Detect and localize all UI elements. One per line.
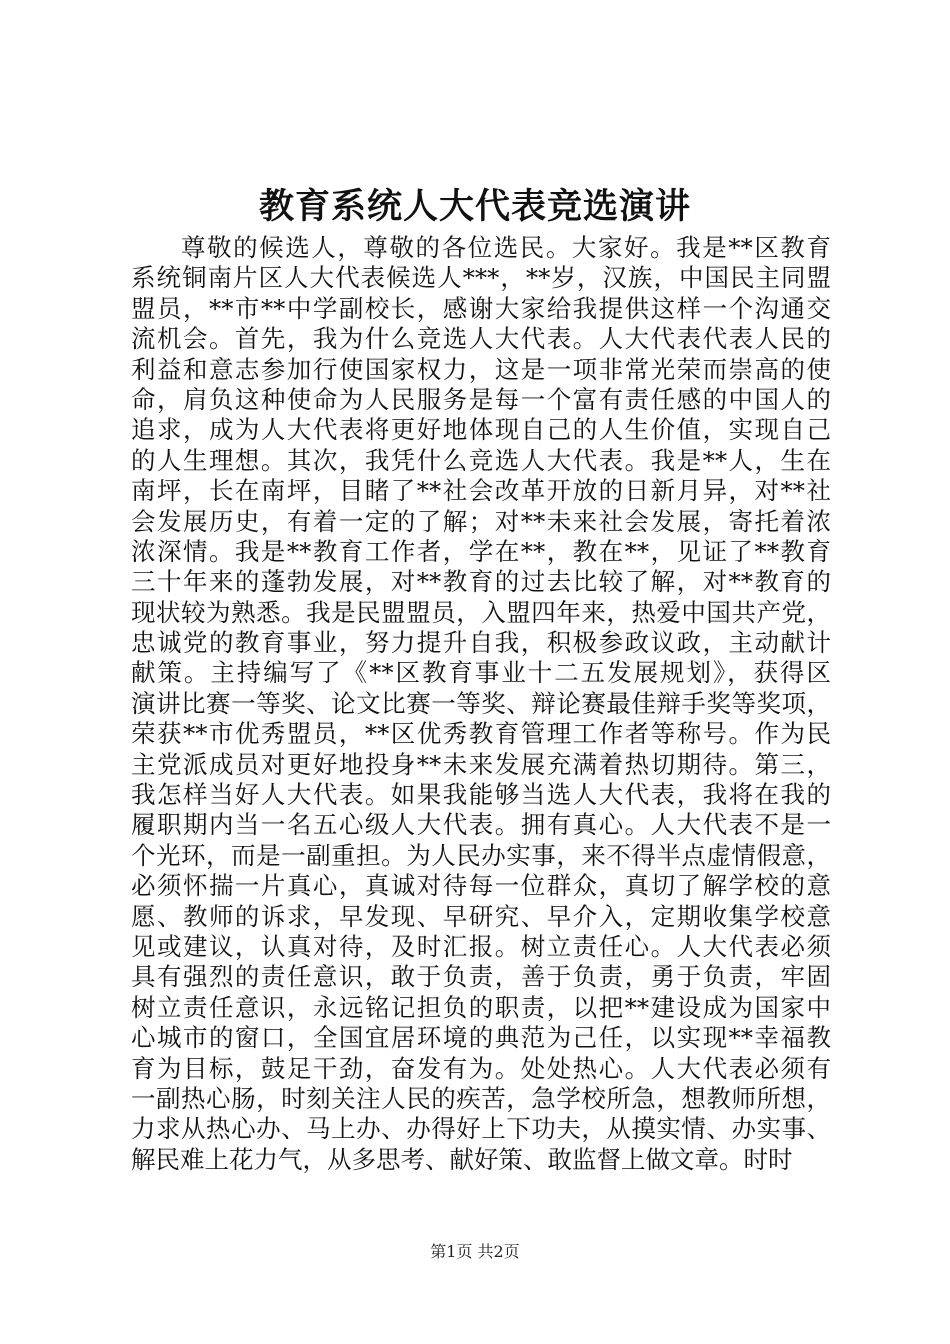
text-line: 追求，成为人大代表将更好地体现自己的人生价值，实现自己 xyxy=(131,415,831,445)
text-line: 现状较为熟悉。我是民盟盟员，入盟四年来，热爱中国共产党， xyxy=(131,597,831,627)
text-line: 见或建议，认真对待，及时汇报。树立责任心。人大代表必须 xyxy=(131,931,831,961)
text-line: 荣获**市优秀盟员，**区优秀教育管理工作者等称号。作为民 xyxy=(131,719,831,749)
text-line: 南坪，长在南坪，目睹了**社会改革开放的日新月异，对**社 xyxy=(131,476,831,506)
text-line: 必须怀揣一片真心，真诚对待每一位群众，真切了解学校的意 xyxy=(131,871,831,901)
text-line: 尊敬的候选人，尊敬的各位选民。大家好。我是**区教育 xyxy=(181,233,831,262)
text-line: 一副热心肠，时刻关注人民的疾苦，急学校所急，想教师所想， xyxy=(131,1083,831,1113)
text-line: 履职期内当一名五心级人大代表。拥有真心。人大代表不是一 xyxy=(131,810,831,840)
text-line: 忠诚党的教育事业，努力提升自我，积极参政议政，主动献计 xyxy=(131,628,831,658)
text-line: 流机会。首先，我为什么竞选人大代表。人大代表代表人民的 xyxy=(131,324,831,354)
body-paragraph xyxy=(131,233,831,1175)
text-line: 的人生理想。其次，我凭什么竞选人大代表。我是**人，生在 xyxy=(131,445,831,475)
text-line: 会发展历史，有着一定的了解；对**未来社会发展，寄托着浓 xyxy=(131,506,831,536)
page-number: 第1页 共2页 xyxy=(430,1242,520,1261)
text-line: 个光环，而是一副重担。为人民办实事，来不得半点虚情假意， xyxy=(131,840,831,870)
text-line: 演讲比赛一等奖、论文比赛一等奖、辩论赛最佳辩手奖等奖项， xyxy=(131,688,831,718)
text-line: 命，肩负这种使命为人民服务是每一个富有责任感的中国人的 xyxy=(131,384,831,414)
text-line: 利益和意志参加行使国家权力，这是一项非常光荣而崇高的使 xyxy=(131,354,831,384)
text-line: 主党派成员对更好地投身**未来发展充满着热切期待。第三， xyxy=(131,749,831,779)
text-line: 心城市的窗口，全国宜居环境的典范为己任，以实现**幸福教 xyxy=(131,1023,831,1053)
text-line: 浓深情。我是**教育工作者，学在**，教在**，见证了**教育 xyxy=(131,536,831,566)
text-line: 育为目标，鼓足干劲，奋发有为。处处热心。人大代表必须有 xyxy=(131,1053,831,1083)
text-line: 盟员，**市**中学副校长，感谢大家给我提供这样一个沟通交 xyxy=(131,293,831,323)
text-line: 树立责任意识，永远铭记担负的职责，以把**建设成为国家中 xyxy=(131,992,831,1022)
text-line: 具有强烈的责任意识，敢于负责，善于负责，勇于负责，牢固 xyxy=(131,962,831,992)
document-title: 教育系统人大代表竞选演讲 xyxy=(258,186,691,227)
text-line: 献策。主持编写了《**区教育事业十二五发展规划》，获得区 xyxy=(131,658,831,688)
text-line: 愿、教师的诉求，早发现、早研究、早介入，定期收集学校意 xyxy=(131,901,831,931)
text-line: 系统铜南片区人大代表候选人***，**岁，汉族，中国民主同盟 xyxy=(131,263,831,293)
text-line: 力求从热心办、马上办、办得好上下功夫，从摸实情、办实事、 xyxy=(131,1114,831,1144)
text-line: 我怎样当好人大代表。如果我能够当选人大代表，我将在我的 xyxy=(131,780,831,810)
text-line: 解民难上花力气，从多思考、献好策、敢监督上做文章。时时 xyxy=(131,1144,793,1174)
text-line: 三十年来的蓬勃发展，对**教育的过去比较了解，对**教育的 xyxy=(131,567,831,597)
